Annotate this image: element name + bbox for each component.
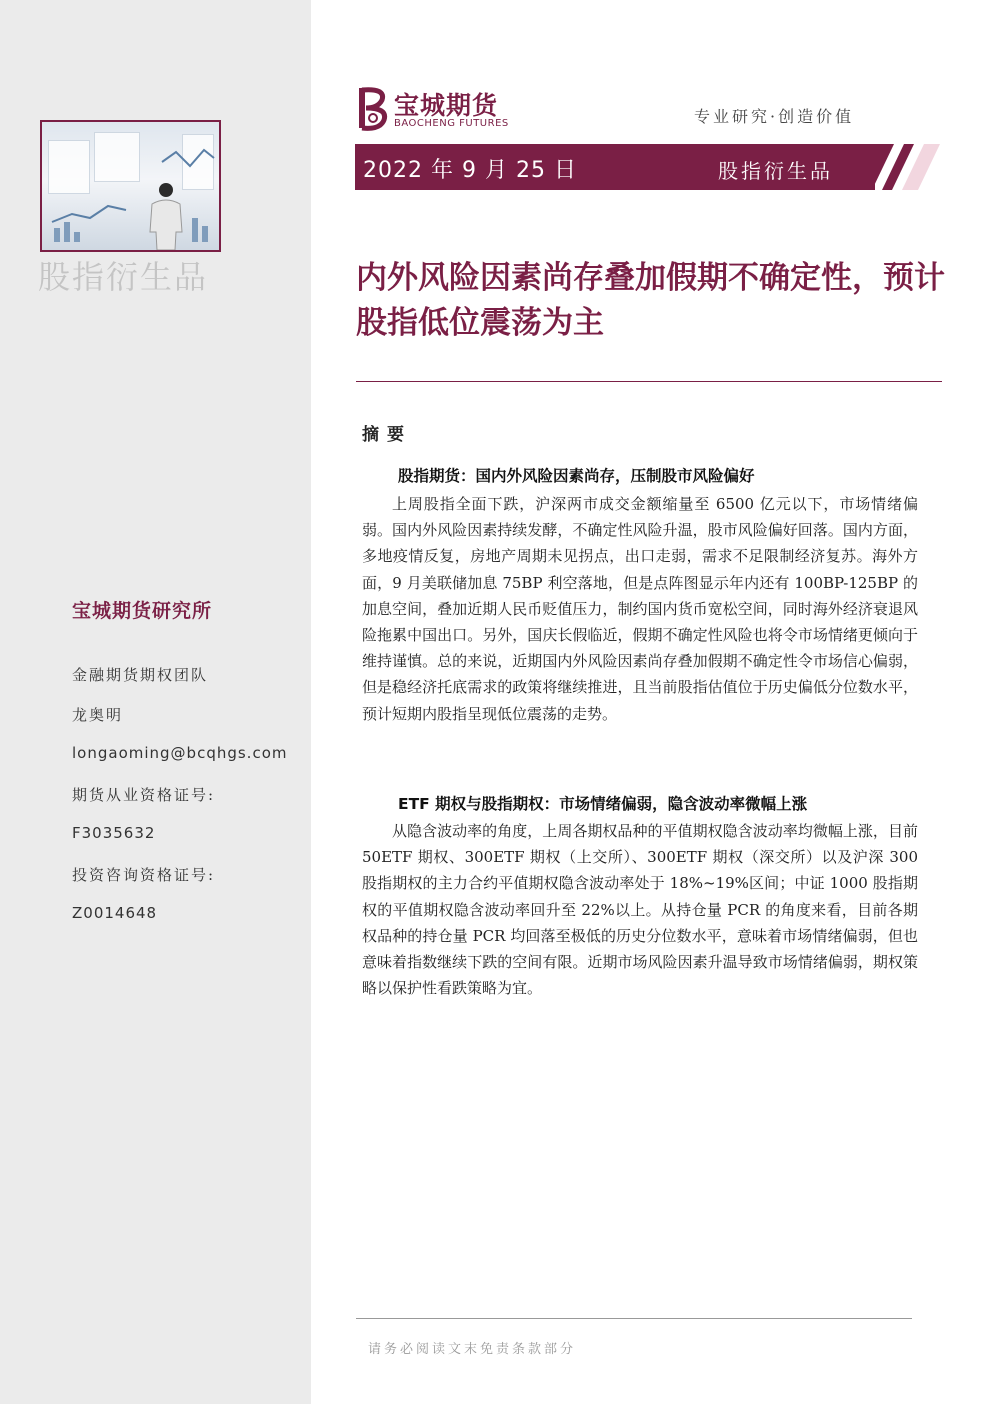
- invest-cert-value: Z0014648: [72, 904, 158, 922]
- section-subtitle: ETF 期权与股指期权：市场情绪偏弱，隐含波动率微幅上涨: [398, 795, 808, 813]
- chart-graphics-icon: [42, 122, 219, 250]
- disclaimer-note: 请务必阅读文末免责条款部分: [368, 1342, 577, 1357]
- author-name: 龙奥明: [72, 706, 124, 724]
- logo-mark-icon: [356, 84, 390, 132]
- report-category: 股指衍生品: [718, 159, 833, 183]
- report-title: 内外风险因素尚存叠加假期不确定性，预计股指低位震荡为主: [356, 260, 945, 341]
- sidebar-category: 股指衍生品: [38, 258, 209, 296]
- title-divider: [356, 381, 942, 382]
- futures-cert-label: 期货从业资格证号:: [72, 786, 216, 804]
- logo-text-cn: 宝城期货: [394, 91, 499, 120]
- report-date: 2022 年 9 月 25 日: [363, 158, 577, 183]
- person-icon: [148, 182, 184, 250]
- section-body: 上周股指全面下跌，沪深两市成交金额缩量至 6500 亿元以下，市场情绪偏弱。国内外风险因素持续发酵，不确定性风险升温，股市风险偏好回落。国内方面，多地疫情反复，房地产周期未见拐点，出口走弱，需求不足限制经济复苏。海外方面，9 月美联储加息 75BP 利空落地，但是点阵图显示年内还有 100BP-125BP 的加息空间，叠加近期人民币贬值压力，制约国内货币宽松空间，同时海外经济衰退风险拖累中国出口。另外，国庆长假临近，假期不确定性风险也将令市场情绪更倾向于维持谨慎。总的来说，近期国内外风险因素尚存叠加假期不确定性令市场信心偏弱，但是稳经济托底需求的政策将继续推进，且当前股指估值位于历史偏低分位数水平，预计短期内股指呈现低位震荡的走势。: [362, 495, 918, 723]
- author-email: longaoming@bcqhgs.com: [72, 744, 288, 762]
- section-body: 从隐含波动率的角度，上周各期权品种的平值期权隐含波动率均微幅上涨，目前 50ETF 期权、300ETF 期权（上交所）、300ETF 期权（深交所）以及沪深 300 股指期权的主力合约平值期权隐含波动率处于 18%~19%区间；中证 1000 股指期权的平值期权隐含波动率回升至 22%以上。从持仓量 PCR 的角度来看，目前各期权品种的持仓量 PCR 均回落至极低的历史分位数水平，意味着市场情绪偏弱，但也意味着指数继续下跌的空间有限。近期市场风险因素升温导致市场情绪偏弱，期权策略以保护性看跌策略为宜。: [362, 822, 918, 998]
- cover-image: [40, 120, 221, 252]
- section-subtitle: 股指期货：国内外风险因素尚存，压制股市风险偏好: [398, 467, 755, 485]
- footer-divider: [356, 1318, 912, 1319]
- banner-stripes-icon: [872, 144, 942, 190]
- company-logo: [356, 84, 526, 134]
- institute-name: 宝城期货研究所: [72, 600, 213, 622]
- logo-text-en: BAOCHENG FUTURES: [394, 118, 509, 129]
- futures-cert-value: F3035632: [72, 824, 156, 842]
- invest-cert-label: 投资咨询资格证号:: [72, 866, 216, 884]
- abstract-heading: 摘要: [362, 425, 412, 445]
- team-name: 金融期货期权团队: [72, 666, 209, 684]
- slogan: 专业研究·创造价值: [694, 107, 855, 126]
